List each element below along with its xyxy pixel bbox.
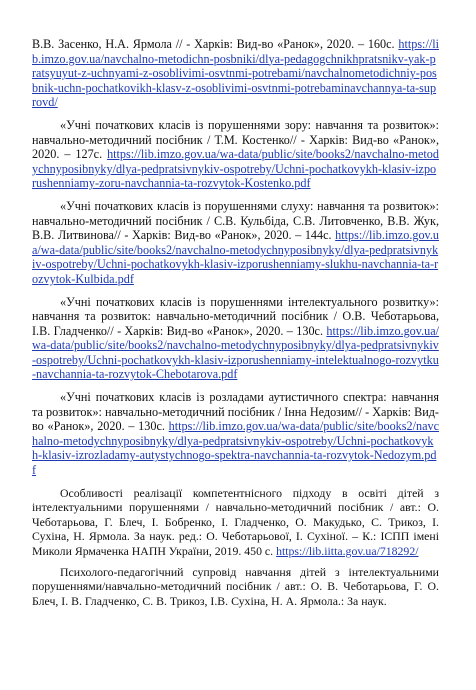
reference-entry (32, 37, 439, 110)
reference-text: «Учні початкових класів із порушеннями слуху: навчання та розвиток»: навчально-методичний посібник / С.В. Кульбіда, С.В. Литовченко, В.В. Жук, В.В. Литвинова// - Харків: Вид-во «Ранок», 2020. – 144с. (32, 198, 439, 243)
bibliography-text: Особливості реалізації компетентнісного підходу в освіті дітей з інтелектуальними порушеннями / навчально-методичний посібник / авт.: О. Чеботарьова, Г. Блеч, І. Бобренко, І. Гладченко, О. Макудько, С. Трикоз, І. Сухіна, Н. Ярмола. За наук. ред.: О. Чеботарьової, І. Сухіної. – К.: ІСПП імені Миколи Ярмаченка НАПН України, 2019. 450 с. (32, 485, 439, 558)
reference-link[interactable]: https://lib.imzo.gov.ua/wa-data/public/site/books2/navchalno-metodychnyposibnyky/dlya-pedpratsivnykiv-ospotreby/Uchni-pochatkovykh-klasiv-izporushenniamy-slukhu-navchannia-ta-rozvytok-Kulbida.pdf (32, 228, 439, 286)
bibliography-entry (32, 565, 439, 609)
reference-text: В.В. Засенко, Н.А. Ярмола // - Харків: Вид-во «Ранок», 2020. – 160с. (32, 37, 395, 51)
bibliography-entry (32, 486, 439, 559)
reference-link[interactable]: https://lib.imzo.gov.ua/navchalno-metodichn-posbniki/dlya-pedagogchnikhpratsnikv-yak-pratsyuyut-z-uchnyami-z-osoblivimi-osvtnmi-potrebami/navchalnometodichniy-posbnik-uchn-pochatkovikh-klasv-z-osoblivimi-osvtnmi-potrebaminavchannya-ta-suprovd/ (32, 37, 439, 110)
reference-link[interactable]: https://lib.imzo.gov.ua/wa-data/public/site/books2/navchalno-metodychnyposibnyky/dlya-pedpratsivnykiv-ospotreby/Uchni-pochatkovykh-klasiv-izporushenniamy-intelektualnogo-rozvytku-navchannia-ta-rozvytok-Chebotarova.pdf (32, 323, 440, 382)
reference-entry (32, 390, 439, 478)
reference-entry (32, 295, 439, 383)
reference-entry (32, 118, 439, 191)
reference-text: «Учні початкових класів із порушеннями інтелектуального розвитку»: навчання та розвиток: навчально-методичний посібник / О.В. Чеботарьова, І.В. Гладченко// - Харків: Вид-во «Ранок», 2020. – 130с. (32, 294, 439, 338)
reference-link[interactable]: https://lib.imzo.gov.ua/wa-data/public/site/books2/navchalno-metodychnyposibnyky/dlya-pedpratsivnykiv-ospotreby/Uchni-pochatkovykh-klasiv-izporushenniamy-zoru-navchannia-ta-rozvytok-Kostenko.pdf (32, 147, 439, 191)
reference-link[interactable]: https://lib.imzo.gov.ua/wa-data/public/site/books2/navchalno-metodychnyposibnyky/dlya-pedpratsivnykiv-ospotreby/Uchni-pochatkovykh-klasiv-izrozladamy-autystychnogo-spektra-navchannia-ta-rozvytok-Nedozym.pdf (32, 419, 439, 478)
reference-text: «Учні початкових класів із порушеннями зору: навчання та розвиток»: навчально-методичний посібник / Т.М. Костенко// - Харків: Вид-во «Ранок», 2020. – 127с. (32, 117, 439, 162)
reference-entry (32, 199, 439, 287)
bibliography-text: Психолого-педагогічний супровід навчання дітей з інтелектуальними порушеннями/навчально-методичний посібник / авт.: О. В. Чеботарьова, Г. О. Блеч, І. В. Гладченко, С. В. Трикоз, І.В. Сухіна, Н. А. Ярмола.: За наук. (32, 564, 439, 608)
reference-text: «Учні початкових класів із розладами аутистичного спектра: навчання та розвиток»: навчально-методичний посібник / Інна Недозим// - Харків: Вид-во «Ранок», 2020. – 130с. (32, 390, 439, 434)
bibliography-link[interactable]: https://lib.iitta.gov.ua/718292/ (276, 544, 419, 558)
